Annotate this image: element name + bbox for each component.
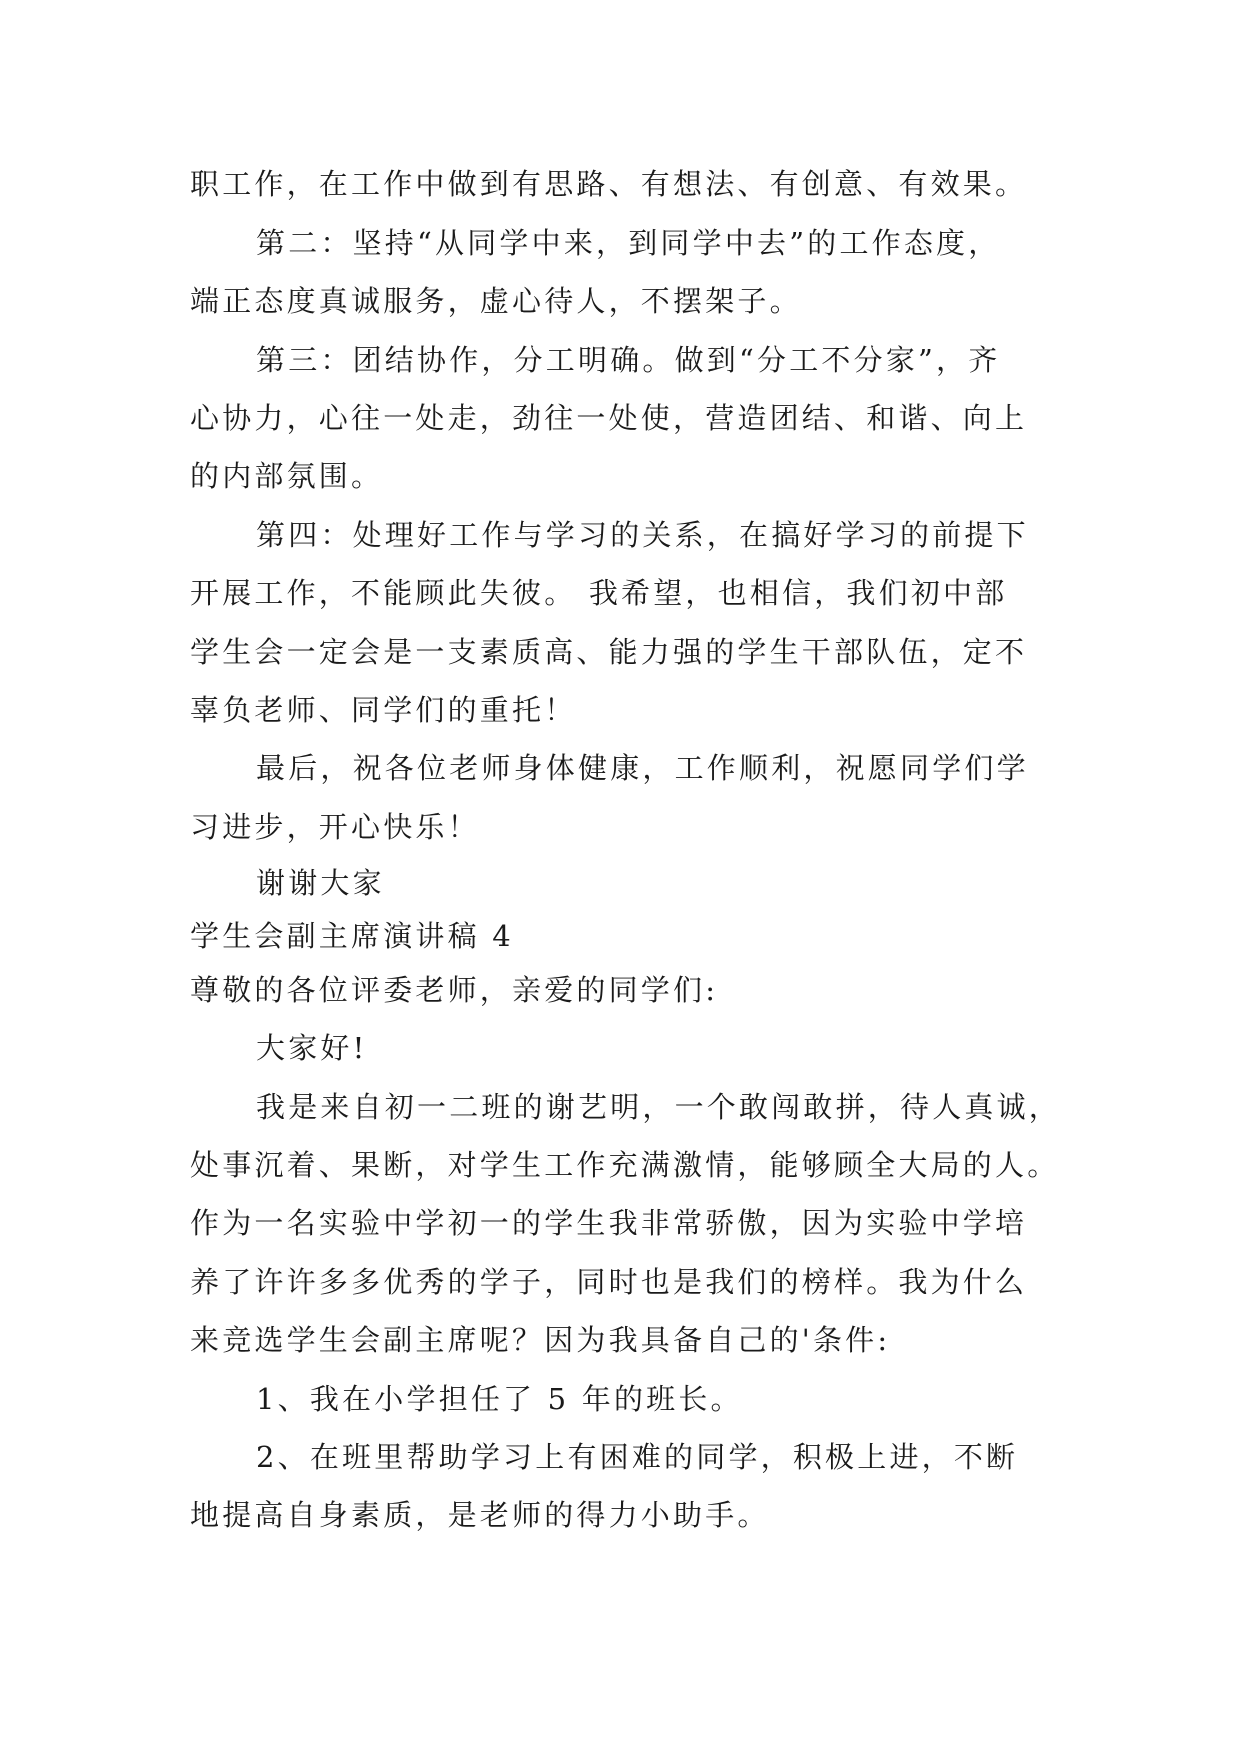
text-line: 端正态度真诚服务，虚心待人，不摆架子。 xyxy=(190,284,802,318)
text-line: 心协力，心往一处走，劲往一处使，营造团结、和谐、向上 xyxy=(190,401,1028,435)
text-line: 谢谢大家 xyxy=(256,866,385,900)
text-line: 第二：坚持“从同学中来，到同学中去”的工作态度， xyxy=(256,226,1001,260)
text-line: 养了许许多多优秀的学子，同时也是我们的榜样。我为什么 xyxy=(190,1265,1028,1299)
text-line: 来竞选学生会副主席呢？因为我具备自己的'条件: xyxy=(190,1323,891,1357)
text-line: 的内部氛围。 xyxy=(190,459,384,493)
section-heading: 学生会副主席演讲稿 4 xyxy=(190,919,514,953)
text-line: 职工作，在工作中做到有思路、有想法、有创意、有效果。 xyxy=(190,167,1028,201)
text-line: 地提高自身素质，是老师的得力小助手。 xyxy=(190,1498,770,1532)
text-line: 学生会一定会是一支素质高、能力强的学生干部队伍，定不 xyxy=(190,635,1028,669)
text-line: 最后，祝各位老师身体健康，工作顺利，祝愿同学们学 xyxy=(256,751,1029,785)
greeting: 大家好! xyxy=(256,1031,368,1065)
text-line: 处事沉着、果断，对学生工作充满激情，能够顾全大局的人。 xyxy=(190,1148,1060,1182)
text-line: 开展工作，不能顾此失彼。 我希望，也相信，我们初中部 xyxy=(190,576,1008,610)
salutation: 尊敬的各位评委老师，亲爱的同学们: xyxy=(190,973,719,1007)
list-item: 1、我在小学担任了 5 年的班长。 xyxy=(256,1382,743,1416)
text-line: 第三：团结协作，分工明确。做到“分工不分家”，齐 xyxy=(256,343,1001,377)
list-item: 2、在班里帮助学习上有困难的同学，积极上进，不断 xyxy=(256,1440,1019,1474)
text-line: 习进步，开心快乐！ xyxy=(190,810,480,844)
text-line: 作为一名实验中学初一的学生我非常骄傲，因为实验中学培 xyxy=(190,1206,1028,1240)
text-line: 辜负老师、同学们的重托！ xyxy=(190,693,577,727)
text-line: 第四：处理好工作与学习的关系，在搞好学习的前提下 xyxy=(256,518,1029,552)
text-line: 我是来自初一二班的谢艺明，一个敢闯敢拼，待人真诚， xyxy=(256,1090,1062,1124)
